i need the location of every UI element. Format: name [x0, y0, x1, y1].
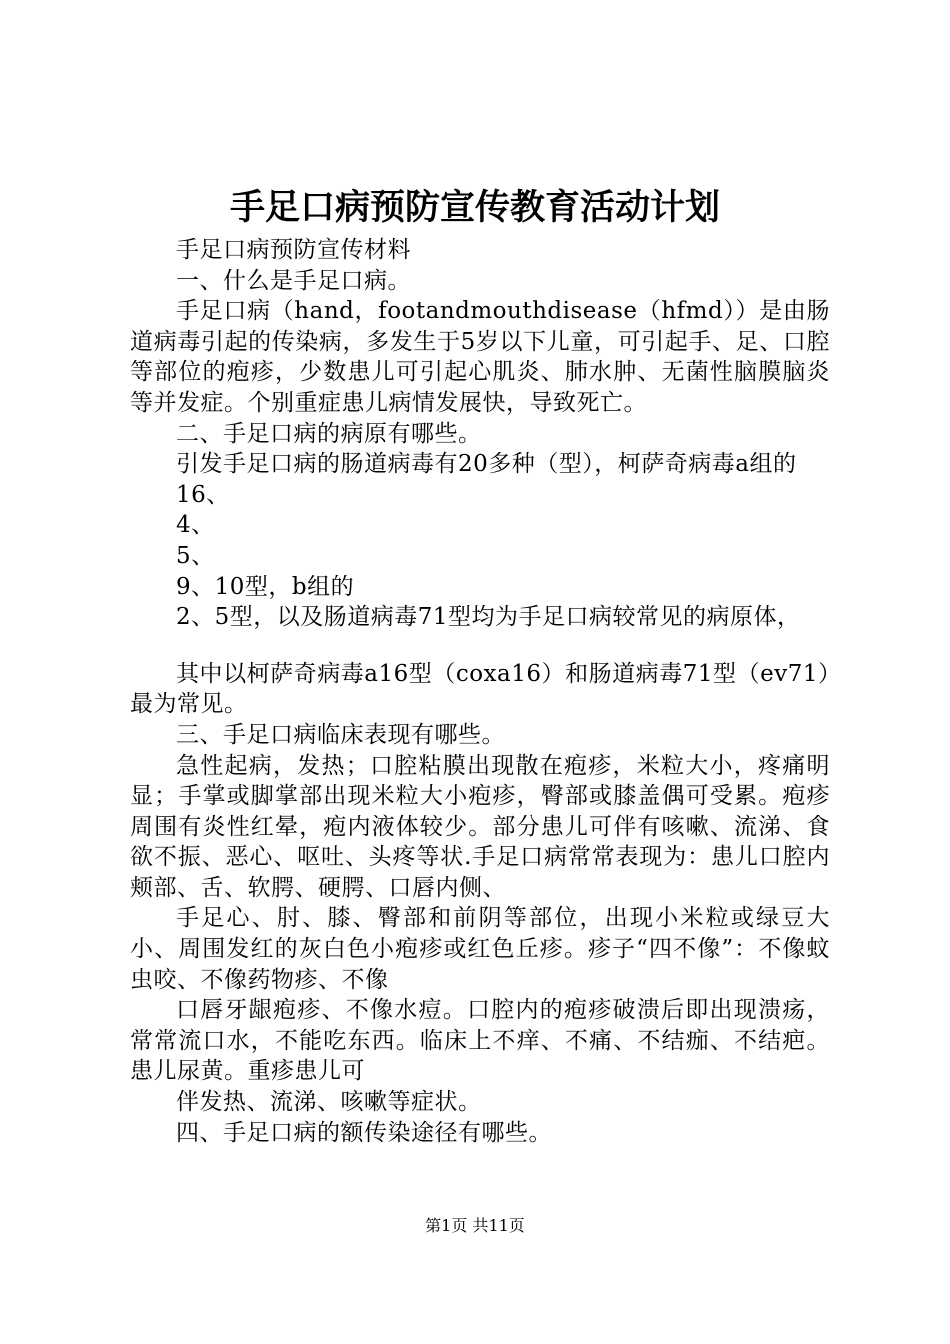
paragraph-type-9-10: 9、10型，b组的 — [176, 573, 355, 600]
paragraph-oral-ulcers: 口唇牙龈疱疹、不像水痘。口腔内的疱疹破溃后即出现溃疡，常常流口水，不能吃东西。临床上不痒、不痛、不结痂、不结疤。患儿尿黄。重疹患儿可 — [130, 997, 830, 1085]
section-heading-pathogens: 二、手足口病的病原有哪些。 — [176, 420, 482, 447]
paragraph-symptoms: 急性起病，发热；口腔粘膜出现散在疱疹，米粒大小，疼痛明显；手掌或脚掌部出现米粒大小疱疹，臀部或膝盖偶可受累。疱疹周围有炎性红晕，疱内液体较少。部分患儿可伴有咳嗽、流涕、食欲不振、恶心、呕吐、头疼等状.手足口病常常表现为：患儿口腔内颊部、舌、软腭、硬腭、口唇内侧、 — [130, 752, 830, 901]
document-body — [130, 235, 830, 1148]
paragraph-type-2-5: 2、5型，以及肠道病毒71型均为手足口病较常见的病原体， — [176, 604, 801, 631]
paragraph-definition: 手足口病（hand，footandmouthdisease（hfmd））是由肠道病毒引起的传染病，多发生于5岁以下儿童，可引起手、足、口腔等部位的疱疹，少数患儿可引起心肌炎、肺水肿、无菌性脑膜脑炎等并发症。个别重症患儿病情发展快，导致死亡。 — [130, 298, 830, 416]
paragraph-type-16: 16、 — [176, 481, 230, 508]
section-heading-what-is: 一、什么是手足口病。 — [176, 267, 411, 294]
paragraph-material-heading: 手足口病预防宣传材料 — [176, 237, 411, 263]
section-heading-symptoms: 三、手足口病临床表现有哪些。 — [176, 721, 505, 748]
paragraph-type-4: 4、 — [176, 512, 215, 539]
paragraph-type-5: 5、 — [176, 542, 215, 569]
paragraph-rash-locations: 手足心、肘、膝、臀部和前阴等部位，出现小米粒或绿豆大小、周围发红的灰白色小疱疹或红色丘疹。疹子“四不像”：不像蚊虫咬、不像药物疹、不像 — [130, 905, 830, 993]
page-number-footer: 第1页 共11页 — [425, 1216, 525, 1235]
section-heading-transmission: 四、手足口病的额传染途径有哪些。 — [176, 1119, 552, 1146]
paragraph-accompanying: 伴发热、流涕、咳嗽等症状。 — [176, 1089, 482, 1116]
document-title: 手足口病预防宣传教育活动计划 — [229, 187, 720, 228]
paragraph-pathogens-intro: 引发手足口病的肠道病毒有20多种（型），柯萨奇病毒a组的 — [176, 451, 797, 478]
paragraph-common-types: 其中以柯萨奇病毒a16型（coxa16）和肠道病毒71型（ev71）最为常见。 — [130, 660, 830, 718]
